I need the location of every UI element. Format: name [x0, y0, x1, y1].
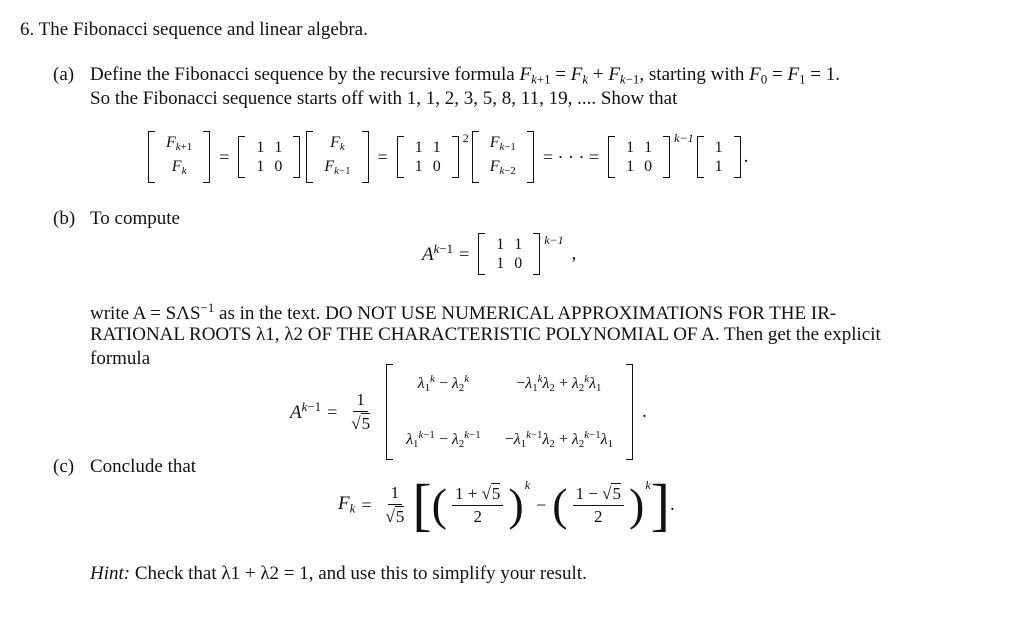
matrix-a-power: 1 1 1 0: [608, 136, 670, 178]
part-b-line3: formula: [90, 348, 151, 369]
problem-title: The Fibonacci sequence and linear algebra.: [38, 19, 368, 40]
matrix-a-power-b: 1 1 1 0: [478, 233, 540, 275]
part-b-line1: write $A = S\Lambda S^{-1}$ as in the text. DO NOT USE NUMERICAL APPROXIMATIONS FOR THE IR-: [90, 300, 837, 325]
ellipsis: = · · · =: [542, 146, 600, 167]
matrix-a: 1 1 1 0: [238, 136, 300, 178]
eigen-matrix: $\lambda_1^k - \lambda_2^k$ $-\lambda_1^k\lambda_2 + \lambda_2^k\lambda_1$ $\lambda_1^{k-1} - \lambda_2^{k-1}$ $-\lambda_1^{k-1}\lambda_2 + \lambda_2^{k-1}\lambda_1$: [386, 364, 633, 460]
vector-ones: 1 1: [697, 136, 741, 178]
part-b-line2: RATIONAL ROOTS λ1, λ2 OF THE CHARACTERISTIC POLYNOMIAL OF A. Then get the explicit: [90, 324, 881, 345]
part-b-lead: To compute: [90, 208, 180, 229]
part-a-equation: $F_{k+1}$ $F_k$ = 1 1 1 0 $F_k$ $F_{k-1}$ = 1 1 1 0 2 $F_{k-1}$ $F_{k-2}$ = · · · = 1 1 1 0 k−1 1 1 .: [145, 131, 748, 183]
part-a-label: (a): [53, 64, 75, 85]
hint-text: Check that λ1 + λ2 = 1, and use this to simplify your result.: [134, 563, 587, 584]
vector-fk-1-fk-2: $F_{k-1}$ $F_{k-2}$: [472, 131, 534, 183]
part-c-label: (c): [53, 456, 75, 477]
part-c-lead: Conclude that: [90, 456, 197, 477]
problem-heading: [20, 19, 368, 41]
part-b-formula: $A^{k-1}$ = $\frac{1}{√5}$ $\lambda_1^k - \lambda_2^k$ $-\lambda_1^k\lambda_2 + \lambda_2^k\lambda_1$ $\lambda_1^{k-1} - \lambda_2^{k-1}$ $-\lambda_1^{k-1}\lambda_2 + \lambda_2^{k-1}\lambda_1$ .: [290, 364, 647, 460]
part-a-line1-text: Define the Fibonacci sequence by the recursive formula: [90, 64, 515, 85]
part-c-formula: $F_k$ = $\frac{1}{√5}$ [ ( $\frac{1 + √5}{2}$ ) k − ( $\frac{1 - √5}{2}$ ) k ] .: [338, 472, 675, 537]
hint-label: Hint:: [90, 563, 131, 584]
part-b-line1-rest: as in the text. DO NOT USE NUMERICAL APPROXIMATIONS FOR THE IR-: [219, 303, 837, 325]
problem-number: 6.: [20, 19, 35, 40]
part-b-line1-text: write A = SΛS: [90, 303, 201, 325]
part-b-label: (b): [53, 208, 76, 229]
part-c-hint: [90, 563, 587, 585]
vector-fk1-fk: $F_{k+1}$ $F_k$: [148, 131, 210, 183]
part-a-line2: So the Fibonacci sequence starts off with 1, 1, 2, 3, 5, 8, 11, 19, .... Show that: [90, 88, 678, 109]
part-a-starting-text: starting with: [648, 64, 745, 85]
matrix-a-squared: 1 1 1 0: [397, 136, 459, 178]
power-k-1: k−1: [674, 131, 694, 145]
vector-fk-fk-1: $F_k$ $F_{k-1}$: [306, 131, 368, 183]
part-a-line1: Define the Fibonacci sequence by the recursive formula $F_{k+1} = F_k + F_{k-1}$, starting with $F_0 = F_1 = 1$.: [90, 64, 840, 87]
part-b-equation: $A^{k-1}$ = 1 1 1 0 k−1 ,: [422, 233, 576, 275]
